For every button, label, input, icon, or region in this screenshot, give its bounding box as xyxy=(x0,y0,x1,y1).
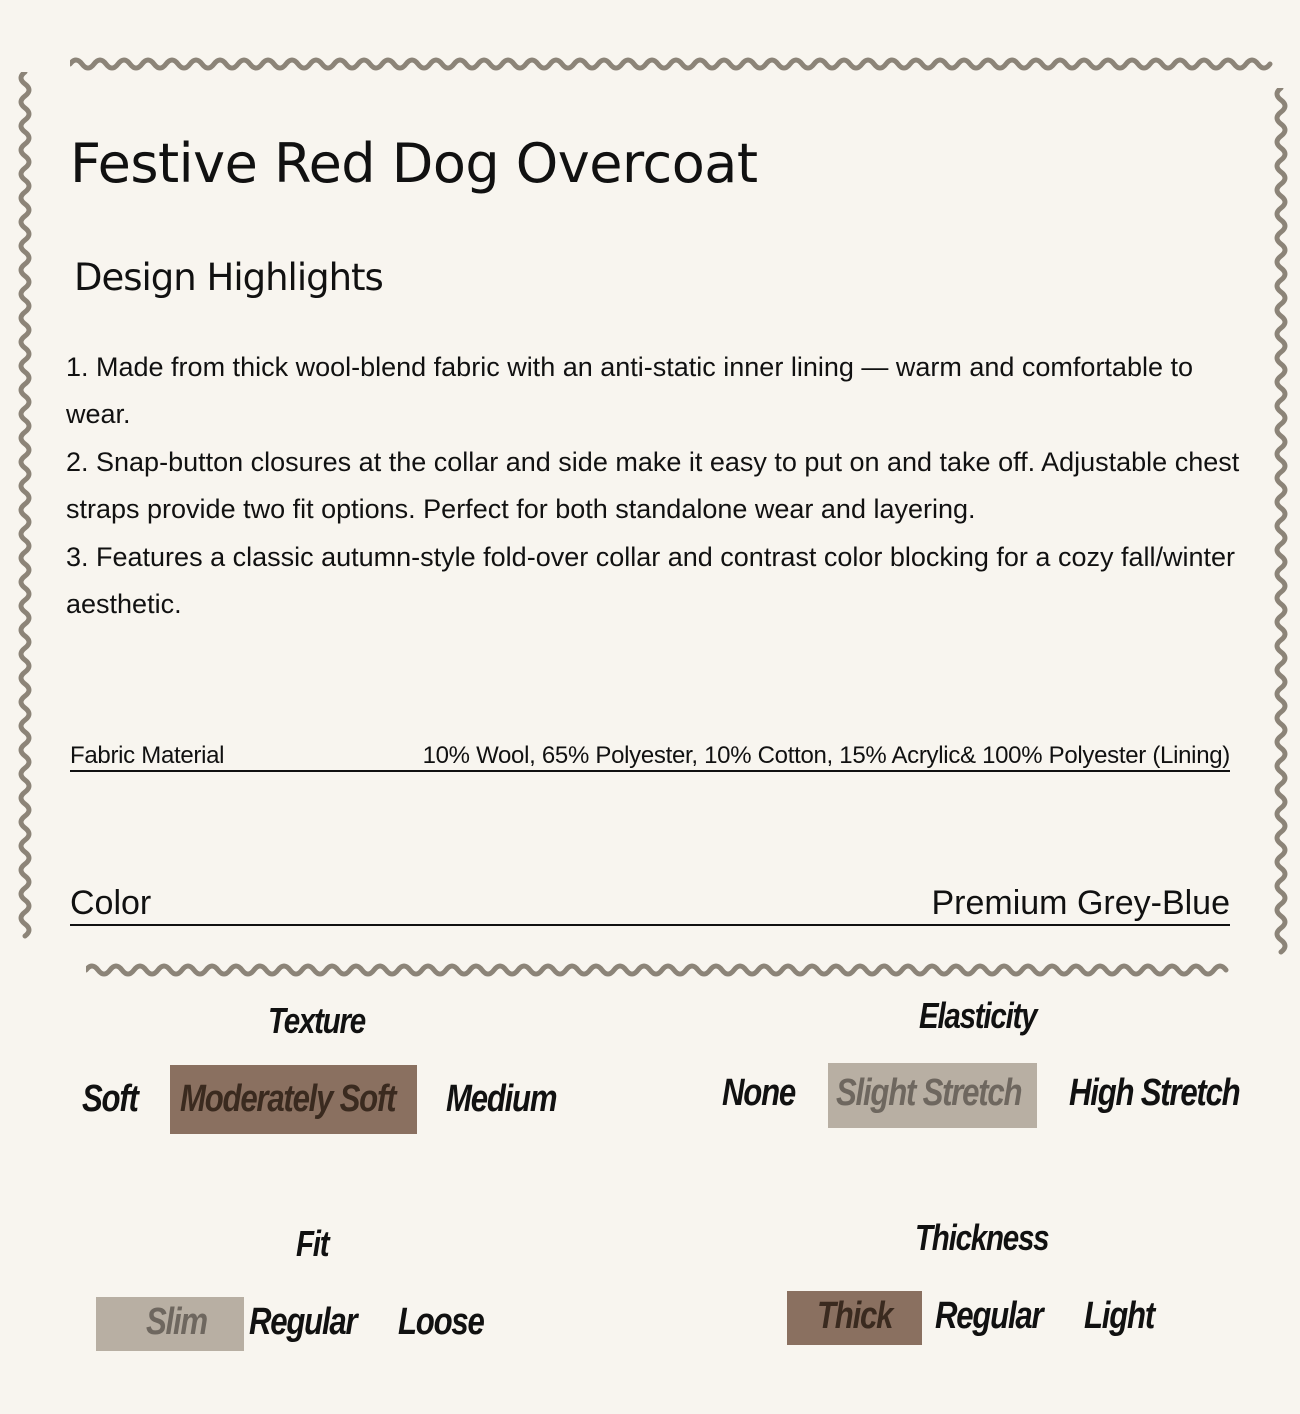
wavy-border-bottom xyxy=(86,958,1232,982)
highlights-list xyxy=(66,344,1256,628)
wavy-border-top xyxy=(70,52,1274,76)
thickness-option-regular: Regular xyxy=(935,1295,1043,1337)
color-row xyxy=(70,882,1230,926)
fabric-material-value: 10% Wool, 65% Polyester, 10% Cotton, 15% Acrylic& 100% Polyester (Lining) xyxy=(422,742,1230,769)
thickness-title: Thickness xyxy=(915,1217,1049,1258)
elasticity-title: Elasticity xyxy=(919,995,1037,1036)
texture-option-soft: Soft xyxy=(82,1078,138,1120)
highlight-item: 2. Snap-button closures at the collar and side make it easy to put on and take off. Adjustable chest straps provide two fit options. Perfect for both standalone wear and layering. xyxy=(66,446,1240,525)
fit-option-loose: Loose xyxy=(398,1301,484,1343)
wavy-border-left xyxy=(12,72,38,944)
fabric-material-label: Fabric Material xyxy=(70,742,225,769)
color-value: Premium Grey-Blue xyxy=(931,884,1230,922)
highlight-item: 1. Made from thick wool-blend fabric with an anti-static inner lining — warm and comfortable to wear. xyxy=(66,352,1193,430)
color-label: Color xyxy=(70,884,152,922)
thickness-option-thick: Thick xyxy=(817,1295,893,1337)
elasticity-option-high-stretch: High Stretch xyxy=(1069,1072,1240,1114)
fit-option-regular: Regular xyxy=(249,1301,357,1343)
highlight-item: 3. Features a classic autumn-style fold-over collar and contrast color blocking for a cozy fall/winter aesthetic. xyxy=(66,541,1236,620)
texture-title: Texture xyxy=(268,1000,365,1041)
product-title: Festive Red Dog Overcoat xyxy=(70,132,758,195)
thickness-option-light: Light xyxy=(1084,1295,1154,1337)
fit-title: Fit xyxy=(296,1223,329,1264)
texture-option-medium: Medium xyxy=(446,1078,557,1120)
texture-option-moderately-soft: Moderately Soft xyxy=(180,1078,396,1120)
wavy-border-right xyxy=(1268,88,1294,960)
fit-option-slim: Slim xyxy=(146,1301,207,1343)
elasticity-option-slight-stretch: Slight Stretch xyxy=(836,1072,1022,1114)
section-heading: Design Highlights xyxy=(74,256,383,299)
fabric-material-row xyxy=(70,742,1230,772)
elasticity-option-none: None xyxy=(722,1072,795,1114)
